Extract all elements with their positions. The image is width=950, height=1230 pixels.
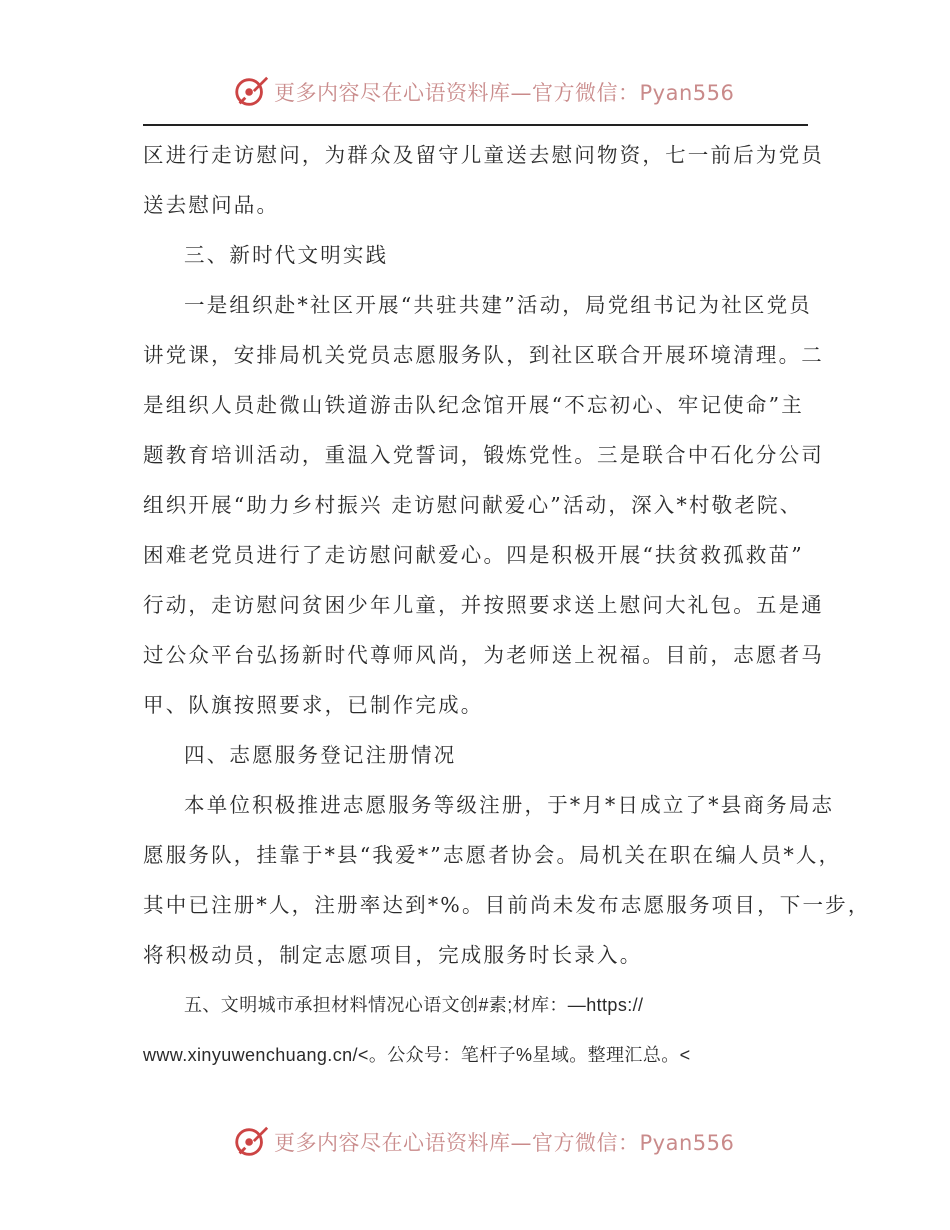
text-line: 区进行走访慰问，为群众及留守儿童送去慰问物资，七一前后为党员 — [143, 143, 824, 167]
text-line: 题教育培训活动，重温入党誓词，锻炼党性。三是联合中石化分公司 — [143, 443, 824, 467]
text-line: 组织开展“助力乡村振兴 走访慰问献爱心”活动，深入*村敬老院、 — [143, 493, 803, 517]
section-heading: 五、文明城市承担材料情况心语文创#素;材库：—https:// — [184, 995, 644, 1015]
text-line: 其中已注册*人，注册率达到*%。目前尚未发布志愿服务项目，下一步， — [143, 893, 871, 917]
text-line: 讲党课，安排局机关党员志愿服务队，到社区联合开展环境清理。二 — [143, 343, 824, 367]
header-banner — [0, 68, 950, 112]
header-banner-text: 更多内容尽在心语资料库—官方微信：Pyan556 — [274, 81, 735, 105]
text-line: 一是组织赴*社区开展“共驻共建”活动，局党组书记为社区党员 — [184, 293, 813, 317]
text-line: 愿服务队，挂靠于*县“我爱*”志愿者协会。局机关在职在编人员*人， — [143, 843, 842, 867]
pen-logo-icon — [232, 73, 270, 111]
text-line: 行动，走访慰问贫困少年儿童，并按照要求送上慰问大礼包。五是通 — [143, 593, 824, 617]
section-heading: 四、志愿服务登记注册情况 — [184, 743, 457, 767]
document-body — [143, 130, 871, 1080]
text-line: 困难老党员进行了走访慰问献爱心。四是积极开展“扶贫救孤救苗” — [143, 543, 804, 567]
url-line: www.xinyuwenchuang.cn/<。公众号：笔杆子%星域。整理汇总。< — [143, 1045, 691, 1065]
text-line: 将积极动员，制定志愿项目，完成服务时长录入。 — [143, 943, 643, 967]
text-line: 是组织人员赴微山铁道游击队纪念馆开展“不忘初心、牢记使命”主 — [143, 393, 804, 417]
text-line: 过公众平台弘扬新时代尊师风尚，为老师送上祝福。目前，志愿者马 — [143, 643, 824, 667]
footer-banner-text: 更多内容尽在心语资料库—官方微信：Pyan556 — [274, 1131, 735, 1155]
section-heading: 三、新时代文明实践 — [184, 243, 389, 267]
text-line: 甲、队旗按照要求，已制作完成。 — [143, 693, 484, 717]
text-line: 送去慰问品。 — [143, 193, 280, 217]
text-line: 本单位积极推进志愿服务等级注册，于*月*日成立了*县商务局志 — [184, 793, 835, 817]
footer-banner — [0, 1118, 950, 1162]
pen-logo-icon — [232, 1123, 270, 1161]
header-rule — [143, 124, 808, 126]
